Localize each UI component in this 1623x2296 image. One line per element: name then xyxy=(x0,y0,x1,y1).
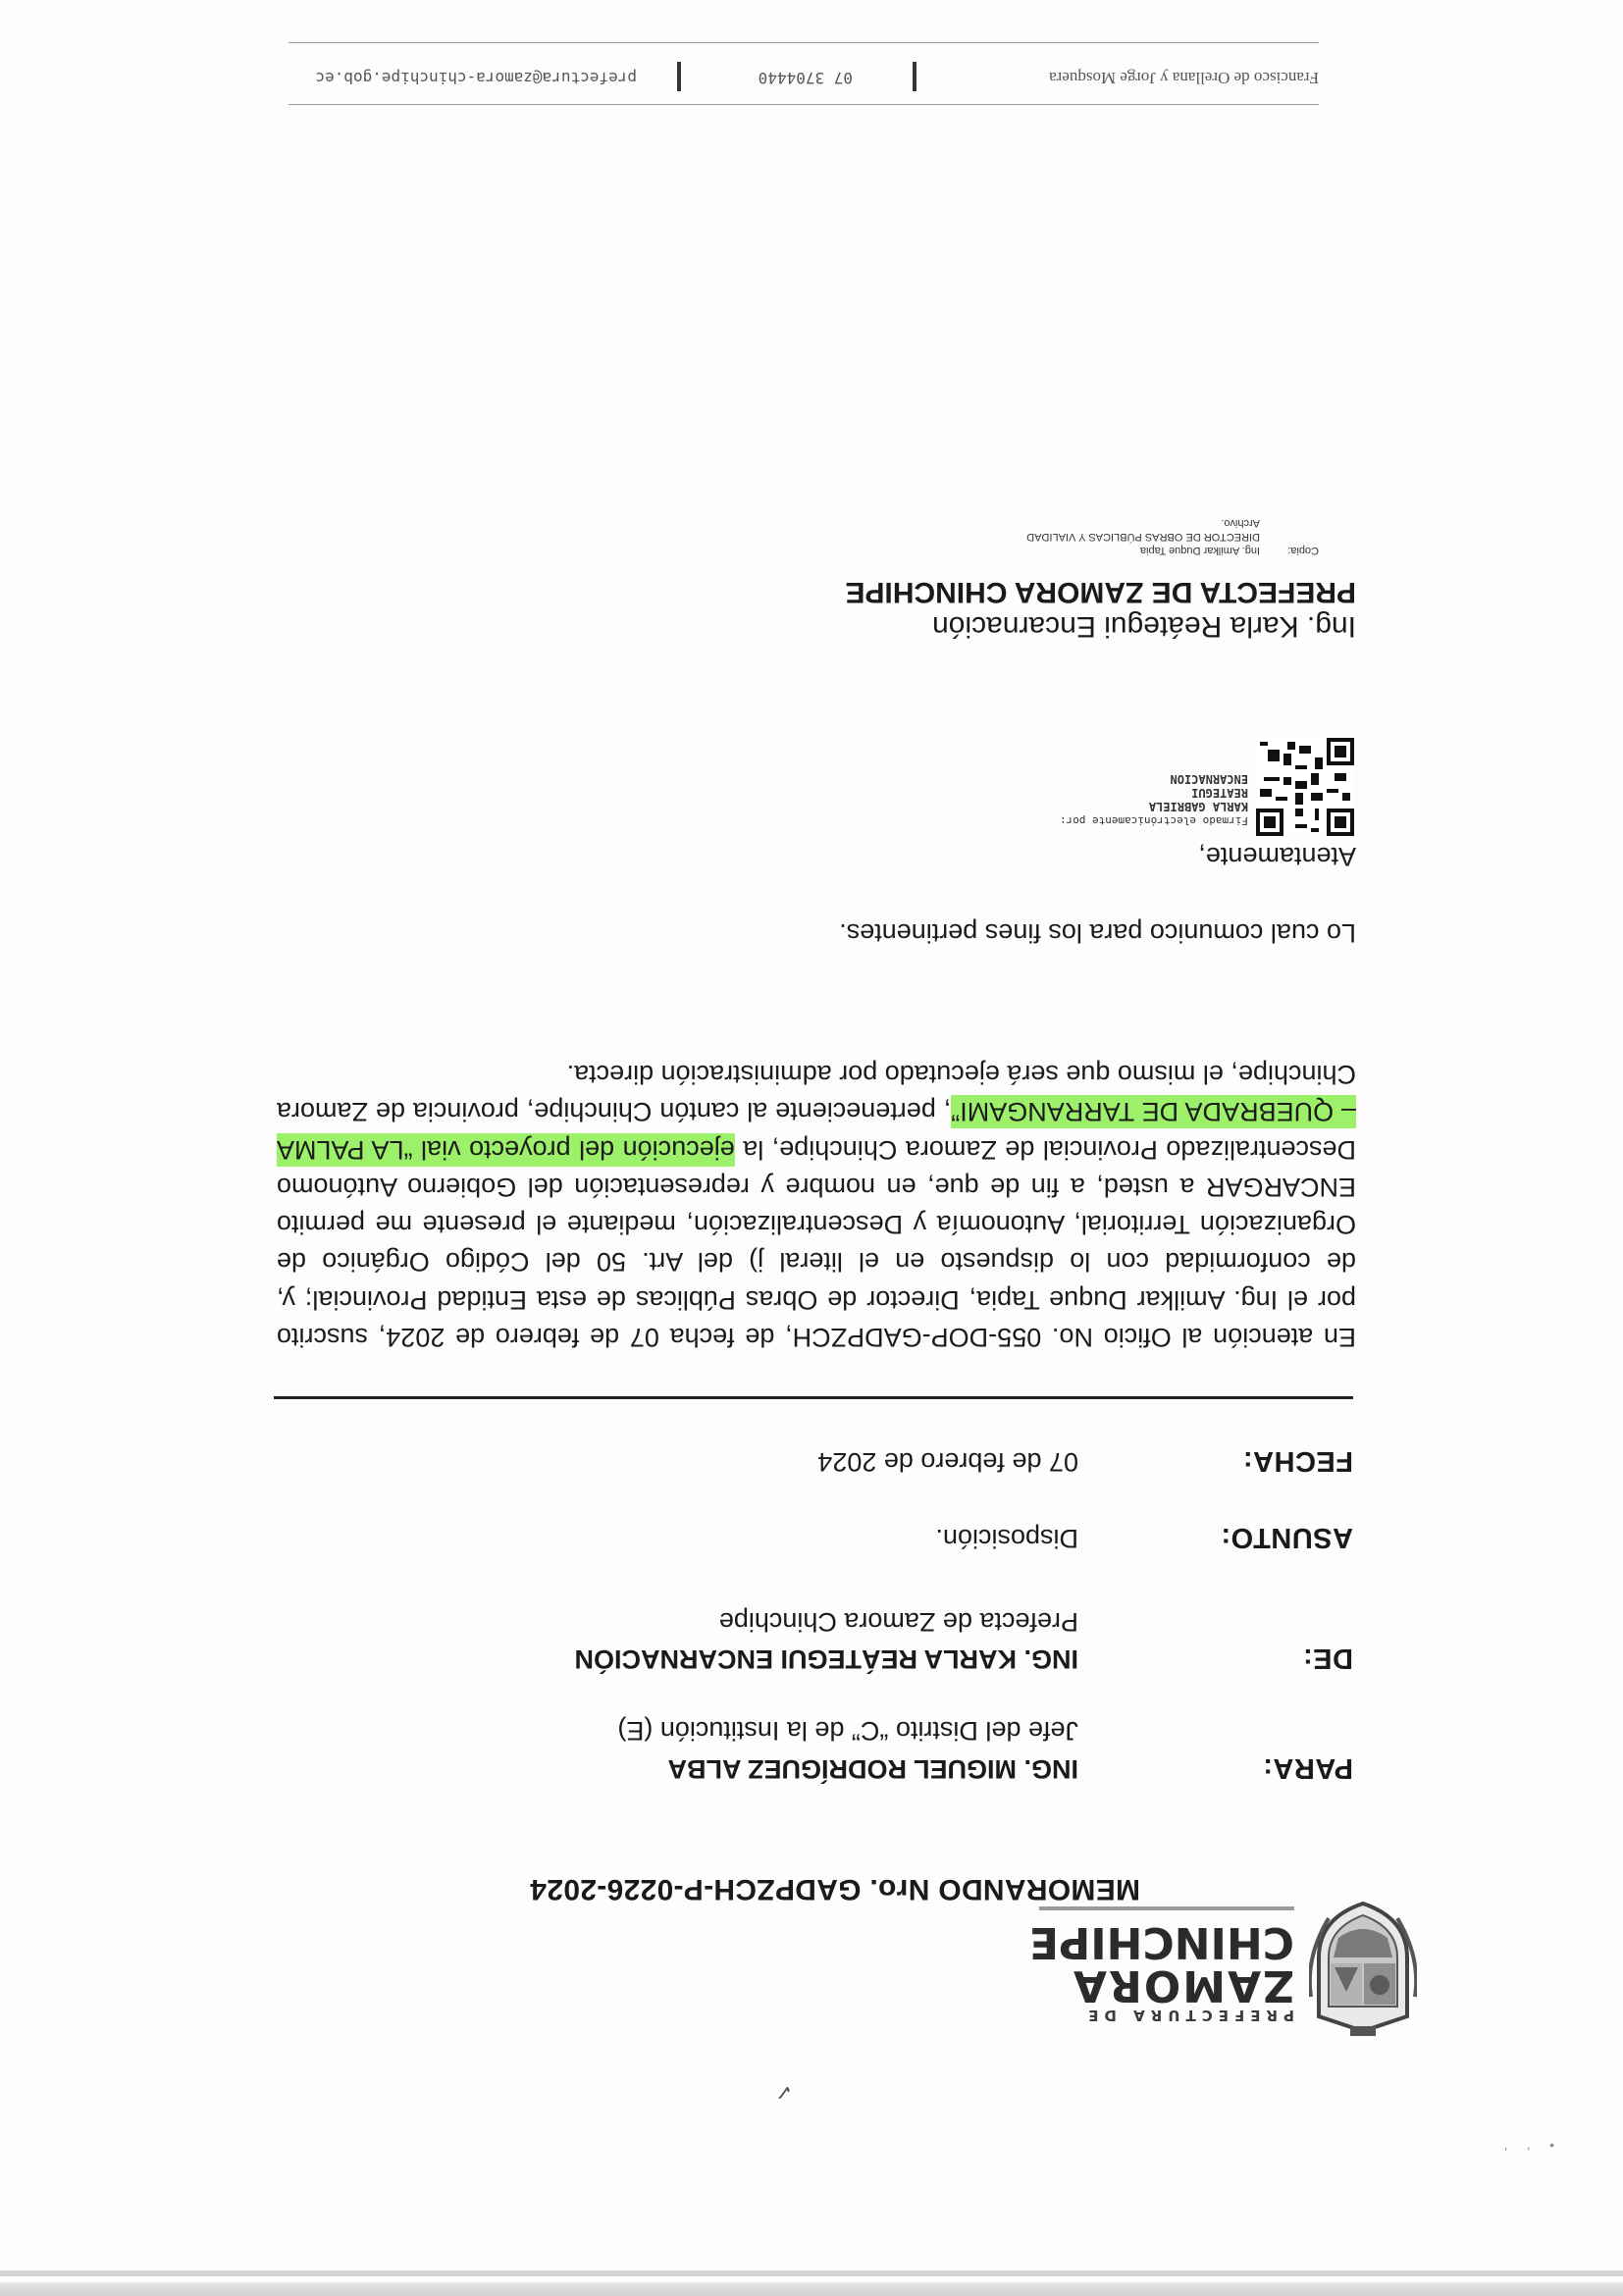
prefectura-logo xyxy=(1005,1889,1417,2036)
signature-stamp-text xyxy=(1060,772,1248,827)
para-label: PARA: xyxy=(1262,1752,1353,1784)
para-name: ING. MIGUEL RODRÍGUEZ ALBA xyxy=(667,1754,1078,1784)
copy-recipients xyxy=(1026,516,1260,557)
logo-underline xyxy=(1039,1906,1294,1910)
para-role: Jefe del Distrito “C” de la Institución (E) xyxy=(617,1716,1078,1746)
header-divider xyxy=(274,1396,1353,1399)
copy-line-1: Ing. Amilkar Duque Tapia xyxy=(1139,545,1260,556)
closing-line: Lo cual comunico para los fines pertinentes. xyxy=(839,918,1356,948)
signer-role: PREFECTA DE ZAMORA CHINCHIPE xyxy=(845,576,1356,608)
page-footer xyxy=(279,58,1319,87)
logo-line-2: CHINCHIPE xyxy=(1028,1917,1294,1967)
scan-edge-top xyxy=(0,2282,1623,2296)
footer-separator xyxy=(677,62,681,91)
fecha-label: FECHA: xyxy=(1242,1445,1353,1477)
scan-edge-line xyxy=(0,2270,1623,2276)
copy-line-2: DIRECTOR DE OBRAS PÚBLICAS Y VIALIDAD xyxy=(1026,531,1260,543)
coat-of-arms-icon xyxy=(1309,1899,1417,2036)
logo-line-1: ZAMORA xyxy=(1071,1960,1294,2010)
scan-marks: • ‘ ’ xyxy=(1496,2138,1554,2154)
highlighted-text: ejecución del proyecto vial “LA PALMA – QUEBRADA DE TARRANGAMI” xyxy=(277,1097,1356,1165)
stamp-name-1: KARLA GABRIELA xyxy=(1148,800,1248,813)
footer-phone: 07 3704440 xyxy=(758,69,853,87)
logo-wordmark xyxy=(1010,1906,1294,2024)
footer-separator xyxy=(913,62,916,91)
footer-rule-bottom xyxy=(288,42,1319,43)
de-label: DE: xyxy=(1302,1643,1353,1674)
de-role: Prefecta de Zamora Chinchipe xyxy=(718,1607,1078,1637)
footer-rule-top xyxy=(288,104,1319,105)
body-part-2: , perteneciente al cantón Chinchipe, provincia de Zamora Chinchipe, el mismo que será ejecutado por administración directa. xyxy=(277,1059,1356,1127)
memo-title: MEMORANDO Nro. GADPZCH-P-0226-2024 xyxy=(530,1873,1140,1905)
logo-top-line: PREFECTURA DE xyxy=(1082,2007,1294,2024)
pen-mark: ✓ xyxy=(774,2080,793,2105)
signature-qr-code xyxy=(1256,738,1354,836)
footer-email: prefectura@zamora-chinchipe.gob.ec xyxy=(315,69,637,87)
copy-label: Copia: xyxy=(1287,545,1319,556)
body-part-1: En atención al Oficio No. 055-DOP-GADPZCH, de fecha 07 de febrero de 2024, suscrito por el Ing. Amilkar Duque Tapia, Director de Obras Públicas de esta Entidad Provincial; y, de conformidad con lo dispuesto en el literal j) del Art. 50 del Código Orgánico de Organización Territorial, Autonomía y Descentralización, mediante el presente me permito ENCARGAR a usted, a fin de que, en nombre y representación del Gobierno Autónomo Descentralizado Provincial de Zamora Chinchipe, la xyxy=(277,1134,1356,1352)
closing-salutation: Atentamente, xyxy=(1198,842,1356,871)
stamp-name-3: ENCARNACION xyxy=(1170,772,1248,786)
asunto-value: Disposición. xyxy=(935,1524,1078,1553)
memo-body xyxy=(277,1056,1356,1356)
copy-line-3: Archivo. xyxy=(1221,517,1260,529)
stamp-name-2: REATEGUI xyxy=(1191,786,1248,800)
stamp-caption: Firmado electrónicamente por: xyxy=(1059,814,1248,827)
fecha-value: 07 de febrero de 2024 xyxy=(817,1447,1078,1477)
signer-name: Ing. Karla Reátegui Encarnación xyxy=(932,610,1356,643)
footer-address: Francisco de Orellana y Jorge Mosquera xyxy=(1049,69,1319,87)
de-name: ING. KARLA REÁTEGUI ENCARNACIÓN xyxy=(574,1644,1078,1674)
asunto-label: ASUNTO: xyxy=(1220,1522,1353,1553)
